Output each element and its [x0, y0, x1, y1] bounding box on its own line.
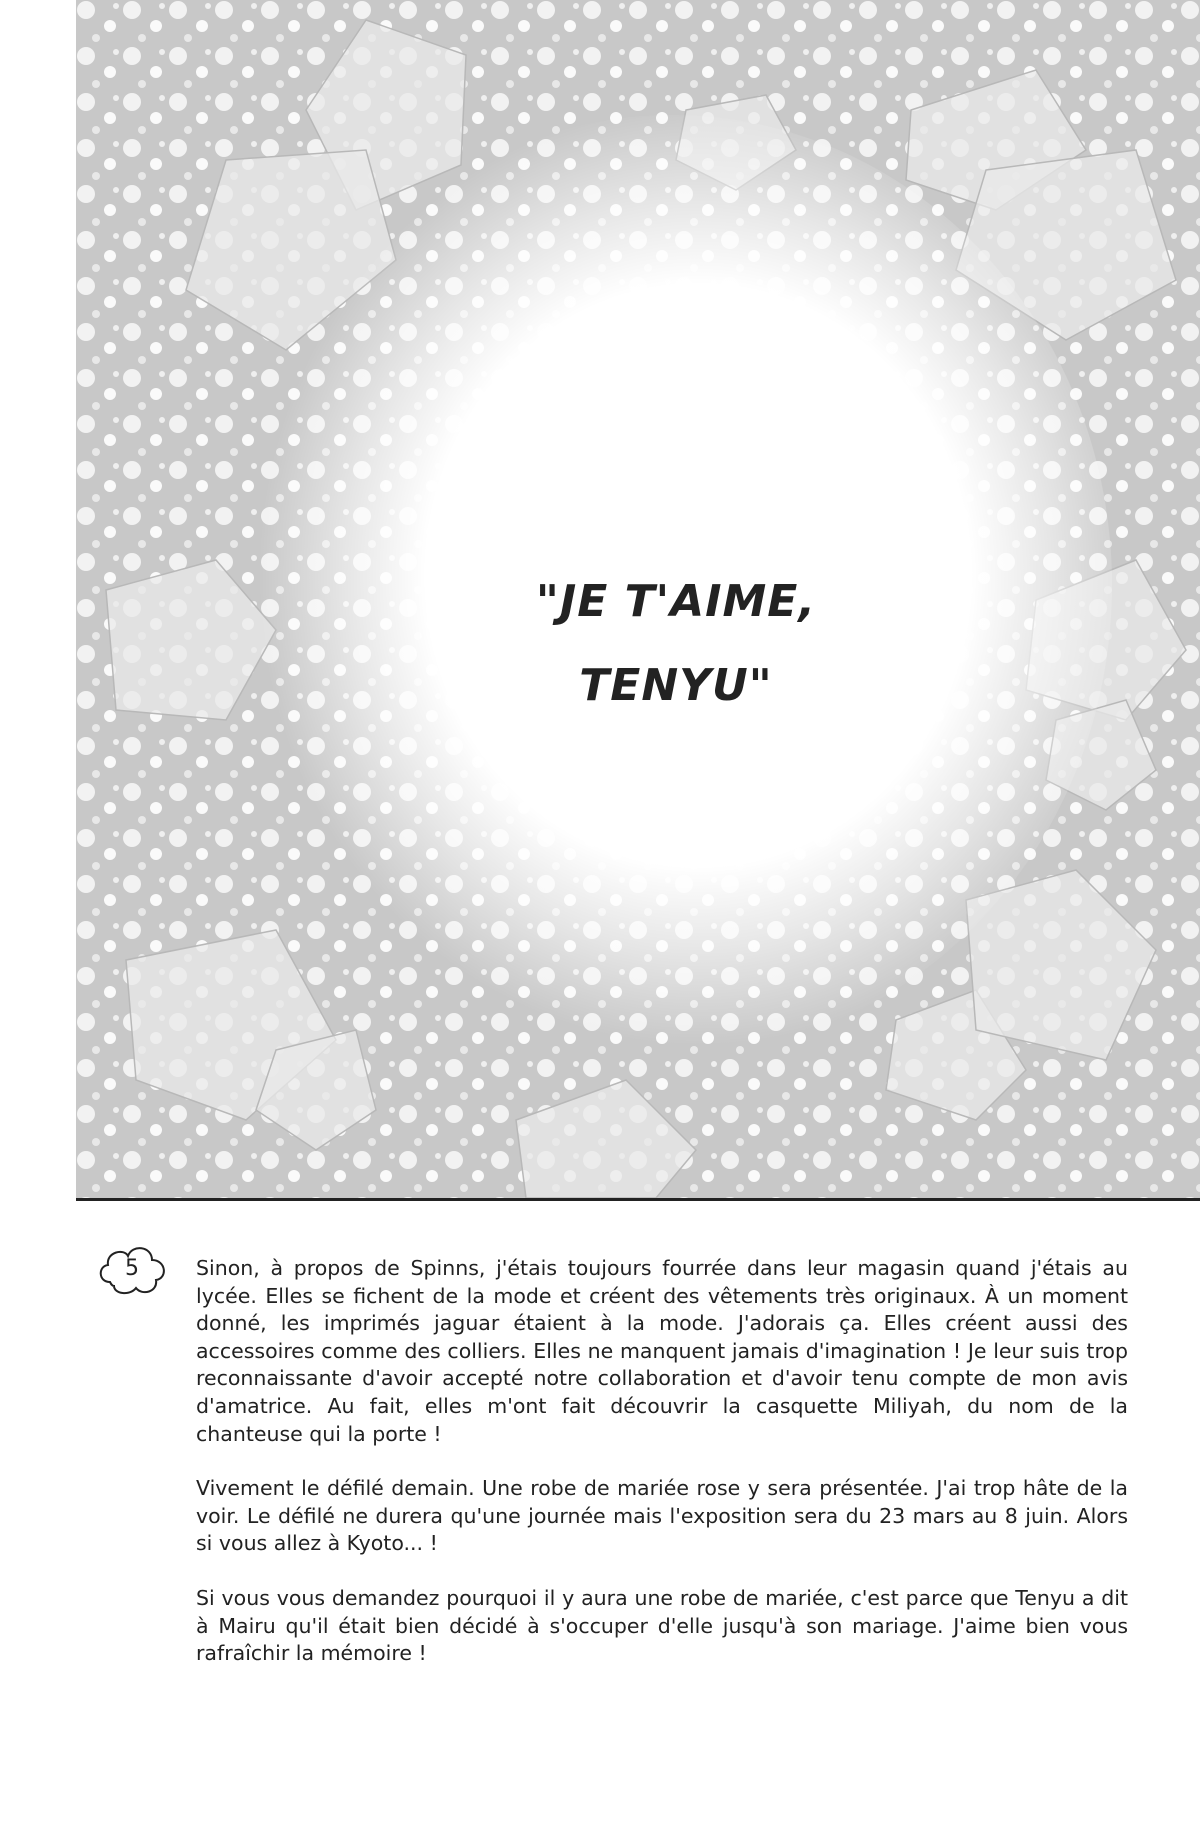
note-paragraph: Vivement le défilé demain. Une robe de mariée rose y sera présentée. J'ai trop hâte de la voir. Le défilé ne durera qu'une journée mais l'exposition sera du 23 mars au 8 juin. Alors si vous allez à Kyoto... !	[196, 1476, 1128, 1556]
note-paragraph: Si vous vous demandez pourquoi il y aura une robe de mariée, c'est parce que Tenyu a dit à Mairu qu'il était bien décidé à s'occuper d'elle jusqu'à son mariage. J'aime bien vous rafraîchir la mémoire !	[196, 1585, 1128, 1666]
note-paragraph: Sinon, à propos de Spinns, j'étais toujours fourrée dans leur magasin quand j'étais au lycée. Elles se fichent de la mode et créent des vêtements très originaux. À un moment donné, les imprimés jaguar étaient à la mode. J'adorais ça. Elles créent aussi des accessoires comme des colliers. Elles ne manquent jamais d'imagination ! Je leur suis trop reconnaissante d'avoir accepté notre collaboration et d'avoir tenu compte de mon avis d'amatrice. Au fait, elles m'ont fait découvrir la casquette Miliyah, du nom de la chanteuse qui la porte !	[196, 1256, 1128, 1446]
panel-border	[76, 1198, 1200, 1201]
note-number: 5	[125, 1256, 139, 1281]
note-number-badge	[92, 1238, 172, 1302]
author-notes	[196, 1255, 1128, 1695]
caption-line-2: TENYU"	[579, 660, 773, 711]
speech-caption	[466, 560, 886, 728]
caption-line-1: "JE T'AIME,	[535, 576, 817, 627]
